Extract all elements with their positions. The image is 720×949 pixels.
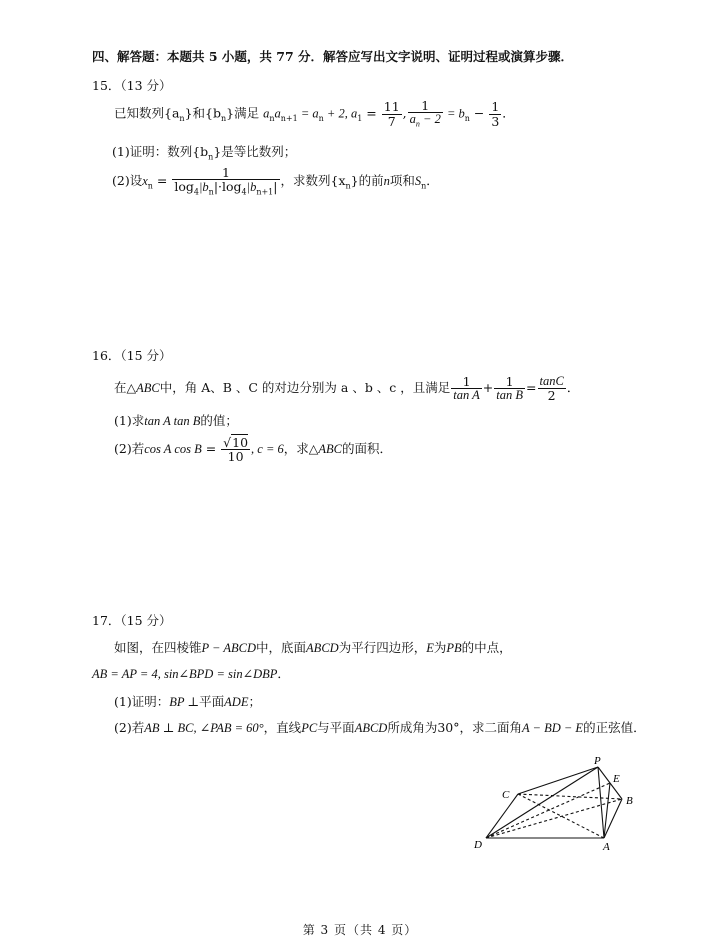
stem-text: 中，底面 xyxy=(256,640,307,655)
stem-text: ． xyxy=(502,105,515,121)
stem-text: 的中点， xyxy=(461,640,512,655)
math-text: , xyxy=(402,105,407,121)
part-text: ． xyxy=(426,173,439,189)
label-E: E xyxy=(613,773,620,785)
problem-17-stem xyxy=(114,638,512,656)
subscript: n xyxy=(179,114,185,124)
math-text: n xyxy=(383,174,390,189)
math-text: P − ABCD xyxy=(201,641,257,655)
numerator: 1 xyxy=(494,375,525,389)
subscript: n xyxy=(221,114,227,124)
math-text: + xyxy=(482,380,494,396)
denominator: 7 xyxy=(387,113,396,129)
math-text: a xyxy=(409,112,416,127)
math-text: AB = AP = 4, sin∠BPD = sin∠DBP xyxy=(92,667,278,681)
part-text: ，求数列{x xyxy=(280,173,346,189)
problem-16-stem xyxy=(114,375,579,402)
numerator: 1 xyxy=(451,375,482,389)
label-A: A xyxy=(603,841,610,852)
subscript: n xyxy=(208,152,214,162)
part-text: ，直线 xyxy=(263,720,302,735)
fraction-sqrt10-10 xyxy=(221,436,250,463)
subscript: n xyxy=(415,119,420,129)
label-B: B xyxy=(626,795,633,807)
math-text: A − BD − E xyxy=(521,721,584,735)
math-text: ADE xyxy=(224,695,249,709)
denominator: tan A xyxy=(453,388,480,403)
problem-17-condition xyxy=(92,664,290,682)
problem-score: （15 分） xyxy=(120,613,172,628)
denominator: 3 xyxy=(491,113,500,129)
numerator: √10 xyxy=(223,435,249,450)
math-text: |b xyxy=(198,180,209,195)
math-text: a xyxy=(274,106,281,121)
part-text: ； xyxy=(248,694,261,709)
stem-text: 已知数列 xyxy=(114,105,165,121)
problem-15-heading xyxy=(92,76,172,94)
numerator: 1 xyxy=(491,99,500,115)
stem-text: ． xyxy=(277,666,290,681)
math-text: E xyxy=(426,641,434,655)
label-P: P xyxy=(594,755,601,767)
math-text: ABCD xyxy=(354,721,388,735)
math-text: = xyxy=(526,380,537,396)
math-text: | xyxy=(273,179,278,195)
fraction-1-an-2 xyxy=(408,99,443,129)
part-text: (2)若 xyxy=(114,441,145,457)
part-text: (2)设 xyxy=(112,173,143,189)
math-text: |b xyxy=(246,180,257,195)
subscript: n xyxy=(345,181,351,191)
label-C: C xyxy=(502,789,510,801)
part-text: 的面积． xyxy=(342,441,393,457)
page-footer: 第 3 页（共 4 页） xyxy=(302,923,418,937)
edge-CB-hidden xyxy=(518,794,622,799)
stem-text: 为平行四边形， xyxy=(338,640,427,655)
denominator: 10 xyxy=(227,449,244,465)
stem-text: 在△ xyxy=(114,380,137,396)
part-text: 所成角为30°，求二面角 xyxy=(387,720,522,735)
math-text: = xyxy=(152,173,172,189)
section-header: 四、解答题：本题共 5 小题，共 77 分．解答应写出文字说明、证明过程或演算步骤． xyxy=(92,49,574,64)
subscript: n xyxy=(318,114,324,124)
part-text: 的值； xyxy=(200,413,238,428)
subscript: n+1 xyxy=(280,114,298,124)
problem-16-part2 xyxy=(114,436,392,463)
subscript: 1 xyxy=(357,114,363,124)
math-text: S xyxy=(414,174,422,189)
part-text: (1)证明：数列{b xyxy=(112,144,209,159)
math-text: = b xyxy=(443,106,465,121)
part-text: 的正弦值． xyxy=(583,720,646,735)
subscript: 4 xyxy=(193,187,199,197)
part-text: (1)证明： xyxy=(114,694,170,709)
problem-17-heading xyxy=(92,611,172,629)
part-text: ，求△ xyxy=(283,441,319,457)
edge-PC xyxy=(518,767,598,794)
part-text: (2)若 xyxy=(114,720,145,735)
stem-text: }满足 xyxy=(226,105,260,121)
math-text: PB xyxy=(446,641,462,655)
problem-score: （15 分） xyxy=(120,348,172,363)
math-text: = xyxy=(362,105,381,121)
problem-15-part2 xyxy=(112,166,439,197)
part-text: (1)求 xyxy=(114,413,145,428)
stem-text: ． xyxy=(566,380,580,396)
subscript: n xyxy=(421,181,427,191)
subscript: n xyxy=(147,181,153,191)
part-text: 与平面 xyxy=(317,720,355,735)
math-text: ABC xyxy=(318,442,343,457)
subscript: n xyxy=(464,114,470,124)
math-text: , c = 6 xyxy=(251,442,284,457)
problem-score: （13 分） xyxy=(120,78,172,93)
radicand: 10 xyxy=(232,435,249,450)
edge-PA xyxy=(598,767,604,838)
subscript: n xyxy=(269,114,275,124)
math-text: = xyxy=(201,441,221,457)
stem-text: }和{b xyxy=(184,105,221,121)
math-text: PC xyxy=(301,721,318,735)
fraction-1-tanB xyxy=(494,375,525,402)
numerator: 1 xyxy=(172,166,279,180)
math-text: |·log xyxy=(213,179,242,195)
pyramid-figure xyxy=(470,752,650,852)
problem-17-part2 xyxy=(114,718,646,736)
part-text: 平面 xyxy=(199,694,225,709)
problem-number: 16． xyxy=(92,348,121,363)
fraction-1-tanA xyxy=(451,375,482,402)
segment-AE xyxy=(604,783,610,838)
problem-15-part1 xyxy=(112,142,296,162)
numerator: 1 xyxy=(408,99,443,113)
problem-16-part1 xyxy=(114,411,238,429)
math-text: log xyxy=(174,179,194,195)
denominator: tan B xyxy=(496,388,524,403)
math-text: a xyxy=(263,106,270,121)
math-text: cos A cos B xyxy=(144,442,202,457)
part-text: 项和 xyxy=(389,173,415,189)
math-text: − 2 xyxy=(419,112,441,127)
problem-number: 15． xyxy=(92,78,121,93)
denominator: 2 xyxy=(547,388,556,404)
subscript: 4 xyxy=(241,187,247,197)
stem-text: 如图，在四棱锥 xyxy=(114,640,202,655)
stem-text: 中，角 A、B 、C 的对边分别为 a 、b 、c ，且满足 xyxy=(159,380,451,396)
problem-16-heading xyxy=(92,346,172,364)
problem-17-part1 xyxy=(114,692,261,710)
math-text: − xyxy=(469,105,489,121)
part-text: }的前 xyxy=(350,173,384,189)
math-text: ABC xyxy=(136,381,160,396)
problem-number: 17． xyxy=(92,613,121,628)
numerator: tanC xyxy=(539,374,564,388)
math-text: + 2, a xyxy=(323,106,358,121)
math-text: x xyxy=(142,174,148,189)
denominator xyxy=(408,113,443,129)
fraction-1-3 xyxy=(489,100,501,127)
edge-AB xyxy=(604,799,622,838)
part-text: }是等比数列； xyxy=(213,144,297,159)
denominator xyxy=(172,180,279,197)
math-text: ABCD xyxy=(306,641,339,655)
label-D: D xyxy=(474,839,482,851)
problem-15-stem xyxy=(114,99,515,129)
stem-text: 为 xyxy=(433,640,447,655)
fraction-tanC-2 xyxy=(538,375,566,402)
math-text: BP ⊥ xyxy=(169,695,200,709)
math-text: tan A tan B xyxy=(144,414,201,428)
subscript: n xyxy=(208,187,214,197)
edge-PD xyxy=(486,767,598,838)
math-text: AB ⊥ BC, ∠PAB = 60° xyxy=(144,721,264,735)
fraction-log-product xyxy=(172,166,279,197)
stem-text: {a xyxy=(164,105,180,121)
math-text: = a xyxy=(297,106,319,121)
fraction-11-7 xyxy=(382,100,402,127)
subscript: n+1 xyxy=(256,187,274,197)
numerator: 11 xyxy=(383,99,400,115)
